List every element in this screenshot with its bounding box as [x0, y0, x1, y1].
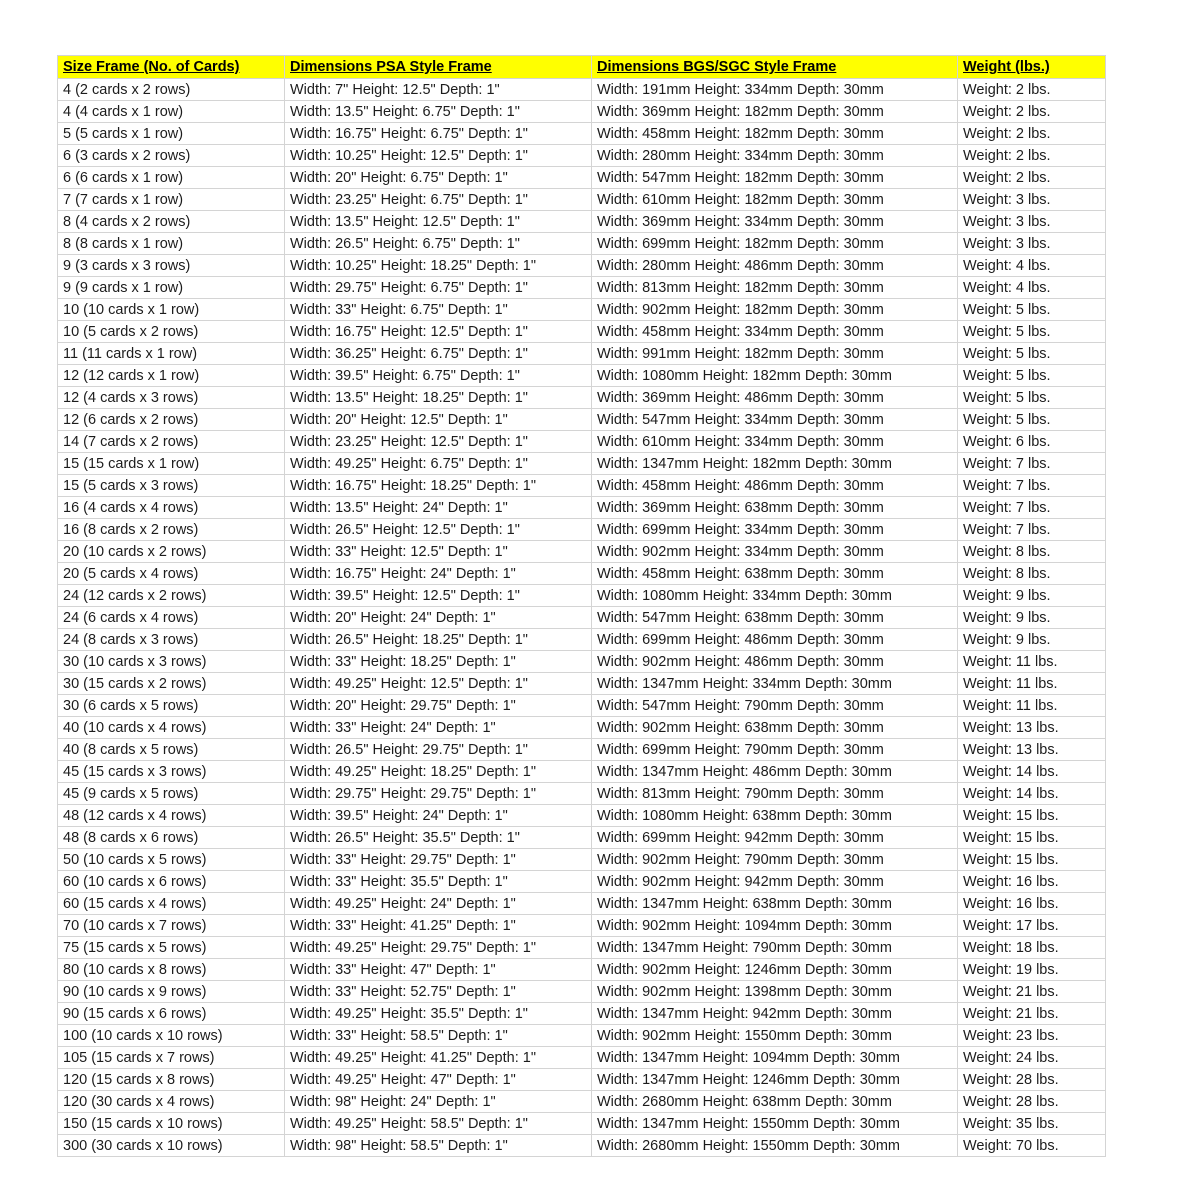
weight-cell: Weight: 3 lbs.: [958, 233, 1106, 255]
psa-dimensions-cell: Width: 33" Height: 41.25" Depth: 1": [285, 915, 592, 937]
psa-dimensions-cell: Width: 33" Height: 47" Depth: 1": [285, 959, 592, 981]
table-row: [58, 893, 1106, 915]
bgs-sgc-dimensions-cell: Width: 902mm Height: 790mm Depth: 30mm: [592, 849, 958, 871]
psa-dimensions-cell: Width: 49.25" Height: 29.75" Depth: 1": [285, 937, 592, 959]
bgs-sgc-dimensions-cell: Width: 991mm Height: 182mm Depth: 30mm: [592, 343, 958, 365]
table-row: [58, 255, 1106, 277]
size-frame-cell: 20 (5 cards x 4 rows): [58, 563, 285, 585]
table-row: [58, 1135, 1106, 1157]
bgs-sgc-dimensions-cell: Width: 902mm Height: 486mm Depth: 30mm: [592, 651, 958, 673]
psa-dimensions-cell: Width: 33" Height: 24" Depth: 1": [285, 717, 592, 739]
size-frame-cell: 15 (5 cards x 3 rows): [58, 475, 285, 497]
table-row: [58, 431, 1106, 453]
size-frame-cell: 10 (5 cards x 2 rows): [58, 321, 285, 343]
weight-cell: Weight: 28 lbs.: [958, 1091, 1106, 1113]
psa-dimensions-cell: Width: 13.5" Height: 6.75" Depth: 1": [285, 101, 592, 123]
bgs-sgc-dimensions-cell: Width: 547mm Height: 790mm Depth: 30mm: [592, 695, 958, 717]
psa-dimensions-cell: Width: 26.5" Height: 18.25" Depth: 1": [285, 629, 592, 651]
size-frame-cell: 48 (12 cards x 4 rows): [58, 805, 285, 827]
table-row: [58, 409, 1106, 431]
table-row: [58, 981, 1106, 1003]
psa-dimensions-cell: Width: 20" Height: 24" Depth: 1": [285, 607, 592, 629]
psa-dimensions-cell: Width: 49.25" Height: 6.75" Depth: 1": [285, 453, 592, 475]
bgs-sgc-dimensions-cell: Width: 547mm Height: 638mm Depth: 30mm: [592, 607, 958, 629]
bgs-sgc-dimensions-cell: Width: 1347mm Height: 486mm Depth: 30mm: [592, 761, 958, 783]
bgs-sgc-dimensions-cell: Width: 369mm Height: 486mm Depth: 30mm: [592, 387, 958, 409]
psa-dimensions-cell: Width: 49.25" Height: 35.5" Depth: 1": [285, 1003, 592, 1025]
header-row: [58, 56, 1106, 79]
psa-dimensions-cell: Width: 98" Height: 24" Depth: 1": [285, 1091, 592, 1113]
psa-dimensions-cell: Width: 39.5" Height: 24" Depth: 1": [285, 805, 592, 827]
table-row: [58, 915, 1106, 937]
table-row: [58, 783, 1106, 805]
size-frame-cell: 10 (10 cards x 1 row): [58, 299, 285, 321]
size-frame-cell: 12 (4 cards x 3 rows): [58, 387, 285, 409]
table-row: [58, 519, 1106, 541]
psa-dimensions-cell: Width: 23.25" Height: 12.5" Depth: 1": [285, 431, 592, 453]
column-header-size-frame: Size Frame (No. of Cards): [58, 56, 285, 79]
psa-dimensions-cell: Width: 49.25" Height: 18.25" Depth: 1": [285, 761, 592, 783]
weight-cell: Weight: 7 lbs.: [958, 475, 1106, 497]
weight-cell: Weight: 19 lbs.: [958, 959, 1106, 981]
bgs-sgc-dimensions-cell: Width: 1080mm Height: 182mm Depth: 30mm: [592, 365, 958, 387]
size-frame-cell: 24 (8 cards x 3 rows): [58, 629, 285, 651]
table-row: [58, 365, 1106, 387]
psa-dimensions-cell: Width: 13.5" Height: 24" Depth: 1": [285, 497, 592, 519]
size-frame-cell: 24 (12 cards x 2 rows): [58, 585, 285, 607]
psa-dimensions-cell: Width: 39.5" Height: 6.75" Depth: 1": [285, 365, 592, 387]
psa-dimensions-cell: Width: 29.75" Height: 6.75" Depth: 1": [285, 277, 592, 299]
table-row: [58, 673, 1106, 695]
psa-dimensions-cell: Width: 49.25" Height: 24" Depth: 1": [285, 893, 592, 915]
psa-dimensions-cell: Width: 16.75" Height: 6.75" Depth: 1": [285, 123, 592, 145]
psa-dimensions-cell: Width: 33" Height: 29.75" Depth: 1": [285, 849, 592, 871]
size-frame-cell: 8 (8 cards x 1 row): [58, 233, 285, 255]
table-row: [58, 1113, 1106, 1135]
bgs-sgc-dimensions-cell: Width: 2680mm Height: 638mm Depth: 30mm: [592, 1091, 958, 1113]
weight-cell: Weight: 11 lbs.: [958, 651, 1106, 673]
size-frame-cell: 8 (4 cards x 2 rows): [58, 211, 285, 233]
bgs-sgc-dimensions-cell: Width: 547mm Height: 334mm Depth: 30mm: [592, 409, 958, 431]
table-row: [58, 277, 1106, 299]
bgs-sgc-dimensions-cell: Width: 458mm Height: 334mm Depth: 30mm: [592, 321, 958, 343]
bgs-sgc-dimensions-cell: Width: 458mm Height: 182mm Depth: 30mm: [592, 123, 958, 145]
weight-cell: Weight: 5 lbs.: [958, 387, 1106, 409]
bgs-sgc-dimensions-cell: Width: 369mm Height: 638mm Depth: 30mm: [592, 497, 958, 519]
table-row: [58, 387, 1106, 409]
bgs-sgc-dimensions-cell: Width: 1347mm Height: 790mm Depth: 30mm: [592, 937, 958, 959]
psa-dimensions-cell: Width: 26.5" Height: 12.5" Depth: 1": [285, 519, 592, 541]
column-header-bgs-sgc-dimensions: Dimensions BGS/SGC Style Frame: [592, 56, 958, 79]
weight-cell: Weight: 9 lbs.: [958, 629, 1106, 651]
size-frame-cell: 40 (10 cards x 4 rows): [58, 717, 285, 739]
bgs-sgc-dimensions-cell: Width: 699mm Height: 942mm Depth: 30mm: [592, 827, 958, 849]
table-row: [58, 849, 1106, 871]
weight-cell: Weight: 21 lbs.: [958, 1003, 1106, 1025]
table-row: [58, 101, 1106, 123]
table-row: [58, 959, 1106, 981]
size-frame-cell: 12 (6 cards x 2 rows): [58, 409, 285, 431]
psa-dimensions-cell: Width: 49.25" Height: 41.25" Depth: 1": [285, 1047, 592, 1069]
psa-dimensions-cell: Width: 29.75" Height: 29.75" Depth: 1": [285, 783, 592, 805]
psa-dimensions-cell: Width: 33" Height: 6.75" Depth: 1": [285, 299, 592, 321]
weight-cell: Weight: 5 lbs.: [958, 343, 1106, 365]
table-row: [58, 145, 1106, 167]
size-frame-cell: 150 (15 cards x 10 rows): [58, 1113, 285, 1135]
psa-dimensions-cell: Width: 26.5" Height: 29.75" Depth: 1": [285, 739, 592, 761]
size-frame-cell: 90 (10 cards x 9 rows): [58, 981, 285, 1003]
table-row: [58, 1003, 1106, 1025]
weight-cell: Weight: 35 lbs.: [958, 1113, 1106, 1135]
psa-dimensions-cell: Width: 16.75" Height: 12.5" Depth: 1": [285, 321, 592, 343]
bgs-sgc-dimensions-cell: Width: 610mm Height: 182mm Depth: 30mm: [592, 189, 958, 211]
size-frame-cell: 105 (15 cards x 7 rows): [58, 1047, 285, 1069]
weight-cell: Weight: 5 lbs.: [958, 321, 1106, 343]
size-frame-cell: 5 (5 cards x 1 row): [58, 123, 285, 145]
bgs-sgc-dimensions-cell: Width: 902mm Height: 1094mm Depth: 30mm: [592, 915, 958, 937]
bgs-sgc-dimensions-cell: Width: 369mm Height: 182mm Depth: 30mm: [592, 101, 958, 123]
psa-dimensions-cell: Width: 39.5" Height: 12.5" Depth: 1": [285, 585, 592, 607]
table-row: [58, 607, 1106, 629]
weight-cell: Weight: 70 lbs.: [958, 1135, 1106, 1157]
bgs-sgc-dimensions-cell: Width: 902mm Height: 1550mm Depth: 30mm: [592, 1025, 958, 1047]
weight-cell: Weight: 9 lbs.: [958, 585, 1106, 607]
bgs-sgc-dimensions-cell: Width: 902mm Height: 334mm Depth: 30mm: [592, 541, 958, 563]
weight-cell: Weight: 15 lbs.: [958, 827, 1106, 849]
size-frame-cell: 300 (30 cards x 10 rows): [58, 1135, 285, 1157]
weight-cell: Weight: 5 lbs.: [958, 299, 1106, 321]
table-row: [58, 651, 1106, 673]
size-frame-cell: 80 (10 cards x 8 rows): [58, 959, 285, 981]
table-row: [58, 79, 1106, 101]
size-frame-cell: 20 (10 cards x 2 rows): [58, 541, 285, 563]
weight-cell: Weight: 4 lbs.: [958, 277, 1106, 299]
table-row: [58, 189, 1106, 211]
weight-cell: Weight: 2 lbs.: [958, 79, 1106, 101]
psa-dimensions-cell: Width: 98" Height: 58.5" Depth: 1": [285, 1135, 592, 1157]
weight-cell: Weight: 3 lbs.: [958, 211, 1106, 233]
column-header-weight: Weight (lbs.): [958, 56, 1106, 79]
psa-dimensions-cell: Width: 13.5" Height: 12.5" Depth: 1": [285, 211, 592, 233]
bgs-sgc-dimensions-cell: Width: 699mm Height: 790mm Depth: 30mm: [592, 739, 958, 761]
table-row: [58, 475, 1106, 497]
psa-dimensions-cell: Width: 49.25" Height: 12.5" Depth: 1": [285, 673, 592, 695]
table-row: [58, 233, 1106, 255]
table-row: [58, 871, 1106, 893]
size-frame-cell: 75 (15 cards x 5 rows): [58, 937, 285, 959]
bgs-sgc-dimensions-cell: Width: 1347mm Height: 182mm Depth: 30mm: [592, 453, 958, 475]
weight-cell: Weight: 15 lbs.: [958, 849, 1106, 871]
bgs-sgc-dimensions-cell: Width: 547mm Height: 182mm Depth: 30mm: [592, 167, 958, 189]
weight-cell: Weight: 3 lbs.: [958, 189, 1106, 211]
size-frame-cell: 6 (3 cards x 2 rows): [58, 145, 285, 167]
table-row: [58, 167, 1106, 189]
weight-cell: Weight: 18 lbs.: [958, 937, 1106, 959]
psa-dimensions-cell: Width: 33" Height: 18.25" Depth: 1": [285, 651, 592, 673]
weight-cell: Weight: 5 lbs.: [958, 365, 1106, 387]
frame-dimensions-table: [57, 55, 1106, 1157]
psa-dimensions-cell: Width: 26.5" Height: 6.75" Depth: 1": [285, 233, 592, 255]
weight-cell: Weight: 17 lbs.: [958, 915, 1106, 937]
weight-cell: Weight: 14 lbs.: [958, 761, 1106, 783]
weight-cell: Weight: 24 lbs.: [958, 1047, 1106, 1069]
table-row: [58, 1025, 1106, 1047]
table-row: [58, 827, 1106, 849]
bgs-sgc-dimensions-cell: Width: 699mm Height: 486mm Depth: 30mm: [592, 629, 958, 651]
size-frame-cell: 45 (9 cards x 5 rows): [58, 783, 285, 805]
psa-dimensions-cell: Width: 10.25" Height: 12.5" Depth: 1": [285, 145, 592, 167]
psa-dimensions-cell: Width: 13.5" Height: 18.25" Depth: 1": [285, 387, 592, 409]
table-row: [58, 453, 1106, 475]
size-frame-cell: 120 (30 cards x 4 rows): [58, 1091, 285, 1113]
table-row: [58, 629, 1106, 651]
bgs-sgc-dimensions-cell: Width: 2680mm Height: 1550mm Depth: 30mm: [592, 1135, 958, 1157]
bgs-sgc-dimensions-cell: Width: 902mm Height: 182mm Depth: 30mm: [592, 299, 958, 321]
table-row: [58, 123, 1106, 145]
weight-cell: Weight: 11 lbs.: [958, 695, 1106, 717]
psa-dimensions-cell: Width: 20" Height: 6.75" Depth: 1": [285, 167, 592, 189]
bgs-sgc-dimensions-cell: Width: 699mm Height: 334mm Depth: 30mm: [592, 519, 958, 541]
size-frame-cell: 4 (4 cards x 1 row): [58, 101, 285, 123]
bgs-sgc-dimensions-cell: Width: 1347mm Height: 1094mm Depth: 30mm: [592, 1047, 958, 1069]
table-row: [58, 695, 1106, 717]
psa-dimensions-cell: Width: 16.75" Height: 18.25" Depth: 1": [285, 475, 592, 497]
bgs-sgc-dimensions-cell: Width: 1347mm Height: 1550mm Depth: 30mm: [592, 1113, 958, 1135]
weight-cell: Weight: 7 lbs.: [958, 497, 1106, 519]
bgs-sgc-dimensions-cell: Width: 1080mm Height: 334mm Depth: 30mm: [592, 585, 958, 607]
psa-dimensions-cell: Width: 33" Height: 12.5" Depth: 1": [285, 541, 592, 563]
weight-cell: Weight: 7 lbs.: [958, 453, 1106, 475]
weight-cell: Weight: 28 lbs.: [958, 1069, 1106, 1091]
bgs-sgc-dimensions-cell: Width: 458mm Height: 486mm Depth: 30mm: [592, 475, 958, 497]
table-row: [58, 321, 1106, 343]
table-row: [58, 211, 1106, 233]
psa-dimensions-cell: Width: 10.25" Height: 18.25" Depth: 1": [285, 255, 592, 277]
weight-cell: Weight: 6 lbs.: [958, 431, 1106, 453]
size-frame-cell: 60 (10 cards x 6 rows): [58, 871, 285, 893]
weight-cell: Weight: 9 lbs.: [958, 607, 1106, 629]
bgs-sgc-dimensions-cell: Width: 458mm Height: 638mm Depth: 30mm: [592, 563, 958, 585]
table-row: [58, 563, 1106, 585]
psa-dimensions-cell: Width: 23.25" Height: 6.75" Depth: 1": [285, 189, 592, 211]
bgs-sgc-dimensions-cell: Width: 1080mm Height: 638mm Depth: 30mm: [592, 805, 958, 827]
weight-cell: Weight: 13 lbs.: [958, 717, 1106, 739]
table-row: [58, 497, 1106, 519]
table-row: [58, 805, 1106, 827]
table-row: [58, 1091, 1106, 1113]
size-frame-cell: 30 (10 cards x 3 rows): [58, 651, 285, 673]
bgs-sgc-dimensions-cell: Width: 1347mm Height: 1246mm Depth: 30mm: [592, 1069, 958, 1091]
bgs-sgc-dimensions-cell: Width: 902mm Height: 1398mm Depth: 30mm: [592, 981, 958, 1003]
weight-cell: Weight: 14 lbs.: [958, 783, 1106, 805]
size-frame-cell: 48 (8 cards x 6 rows): [58, 827, 285, 849]
table-row: [58, 299, 1106, 321]
psa-dimensions-cell: Width: 7" Height: 12.5" Depth: 1": [285, 79, 592, 101]
size-frame-cell: 100 (10 cards x 10 rows): [58, 1025, 285, 1047]
size-frame-cell: 60 (15 cards x 4 rows): [58, 893, 285, 915]
table-row: [58, 937, 1106, 959]
size-frame-cell: 9 (3 cards x 3 rows): [58, 255, 285, 277]
weight-cell: Weight: 2 lbs.: [958, 101, 1106, 123]
weight-cell: Weight: 4 lbs.: [958, 255, 1106, 277]
size-frame-cell: 30 (6 cards x 5 rows): [58, 695, 285, 717]
table-body: [58, 79, 1106, 1157]
psa-dimensions-cell: Width: 20" Height: 29.75" Depth: 1": [285, 695, 592, 717]
bgs-sgc-dimensions-cell: Width: 902mm Height: 638mm Depth: 30mm: [592, 717, 958, 739]
size-frame-cell: 12 (12 cards x 1 row): [58, 365, 285, 387]
frame-dimensions-sheet: [57, 55, 1106, 1157]
size-frame-cell: 30 (15 cards x 2 rows): [58, 673, 285, 695]
table-row: [58, 739, 1106, 761]
bgs-sgc-dimensions-cell: Width: 1347mm Height: 942mm Depth: 30mm: [592, 1003, 958, 1025]
weight-cell: Weight: 8 lbs.: [958, 541, 1106, 563]
table-row: [58, 717, 1106, 739]
weight-cell: Weight: 16 lbs.: [958, 871, 1106, 893]
column-header-psa-dimensions: Dimensions PSA Style Frame: [285, 56, 592, 79]
psa-dimensions-cell: Width: 33" Height: 52.75" Depth: 1": [285, 981, 592, 1003]
size-frame-cell: 4 (2 cards x 2 rows): [58, 79, 285, 101]
table-row: [58, 761, 1106, 783]
weight-cell: Weight: 2 lbs.: [958, 123, 1106, 145]
size-frame-cell: 9 (9 cards x 1 row): [58, 277, 285, 299]
weight-cell: Weight: 8 lbs.: [958, 563, 1106, 585]
bgs-sgc-dimensions-cell: Width: 1347mm Height: 638mm Depth: 30mm: [592, 893, 958, 915]
psa-dimensions-cell: Width: 20" Height: 12.5" Depth: 1": [285, 409, 592, 431]
bgs-sgc-dimensions-cell: Width: 280mm Height: 334mm Depth: 30mm: [592, 145, 958, 167]
bgs-sgc-dimensions-cell: Width: 610mm Height: 334mm Depth: 30mm: [592, 431, 958, 453]
table-row: [58, 1069, 1106, 1091]
psa-dimensions-cell: Width: 49.25" Height: 58.5" Depth: 1": [285, 1113, 592, 1135]
psa-dimensions-cell: Width: 26.5" Height: 35.5" Depth: 1": [285, 827, 592, 849]
psa-dimensions-cell: Width: 49.25" Height: 47" Depth: 1": [285, 1069, 592, 1091]
weight-cell: Weight: 11 lbs.: [958, 673, 1106, 695]
psa-dimensions-cell: Width: 33" Height: 58.5" Depth: 1": [285, 1025, 592, 1047]
size-frame-cell: 6 (6 cards x 1 row): [58, 167, 285, 189]
table-row: [58, 585, 1106, 607]
weight-cell: Weight: 5 lbs.: [958, 409, 1106, 431]
weight-cell: Weight: 13 lbs.: [958, 739, 1106, 761]
bgs-sgc-dimensions-cell: Width: 280mm Height: 486mm Depth: 30mm: [592, 255, 958, 277]
table-row: [58, 1047, 1106, 1069]
weight-cell: Weight: 16 lbs.: [958, 893, 1106, 915]
bgs-sgc-dimensions-cell: Width: 699mm Height: 182mm Depth: 30mm: [592, 233, 958, 255]
weight-cell: Weight: 2 lbs.: [958, 145, 1106, 167]
weight-cell: Weight: 21 lbs.: [958, 981, 1106, 1003]
weight-cell: Weight: 2 lbs.: [958, 167, 1106, 189]
size-frame-cell: 11 (11 cards x 1 row): [58, 343, 285, 365]
bgs-sgc-dimensions-cell: Width: 902mm Height: 942mm Depth: 30mm: [592, 871, 958, 893]
bgs-sgc-dimensions-cell: Width: 191mm Height: 334mm Depth: 30mm: [592, 79, 958, 101]
size-frame-cell: 7 (7 cards x 1 row): [58, 189, 285, 211]
size-frame-cell: 14 (7 cards x 2 rows): [58, 431, 285, 453]
size-frame-cell: 15 (15 cards x 1 row): [58, 453, 285, 475]
size-frame-cell: 120 (15 cards x 8 rows): [58, 1069, 285, 1091]
size-frame-cell: 16 (4 cards x 4 rows): [58, 497, 285, 519]
size-frame-cell: 50 (10 cards x 5 rows): [58, 849, 285, 871]
psa-dimensions-cell: Width: 36.25" Height: 6.75" Depth: 1": [285, 343, 592, 365]
size-frame-cell: 24 (6 cards x 4 rows): [58, 607, 285, 629]
weight-cell: Weight: 15 lbs.: [958, 805, 1106, 827]
size-frame-cell: 45 (15 cards x 3 rows): [58, 761, 285, 783]
size-frame-cell: 90 (15 cards x 6 rows): [58, 1003, 285, 1025]
bgs-sgc-dimensions-cell: Width: 369mm Height: 334mm Depth: 30mm: [592, 211, 958, 233]
table-row: [58, 343, 1106, 365]
size-frame-cell: 70 (10 cards x 7 rows): [58, 915, 285, 937]
weight-cell: Weight: 7 lbs.: [958, 519, 1106, 541]
size-frame-cell: 16 (8 cards x 2 rows): [58, 519, 285, 541]
bgs-sgc-dimensions-cell: Width: 813mm Height: 182mm Depth: 30mm: [592, 277, 958, 299]
bgs-sgc-dimensions-cell: Width: 1347mm Height: 334mm Depth: 30mm: [592, 673, 958, 695]
bgs-sgc-dimensions-cell: Width: 902mm Height: 1246mm Depth: 30mm: [592, 959, 958, 981]
table-row: [58, 541, 1106, 563]
psa-dimensions-cell: Width: 16.75" Height: 24" Depth: 1": [285, 563, 592, 585]
size-frame-cell: 40 (8 cards x 5 rows): [58, 739, 285, 761]
psa-dimensions-cell: Width: 33" Height: 35.5" Depth: 1": [285, 871, 592, 893]
bgs-sgc-dimensions-cell: Width: 813mm Height: 790mm Depth: 30mm: [592, 783, 958, 805]
weight-cell: Weight: 23 lbs.: [958, 1025, 1106, 1047]
